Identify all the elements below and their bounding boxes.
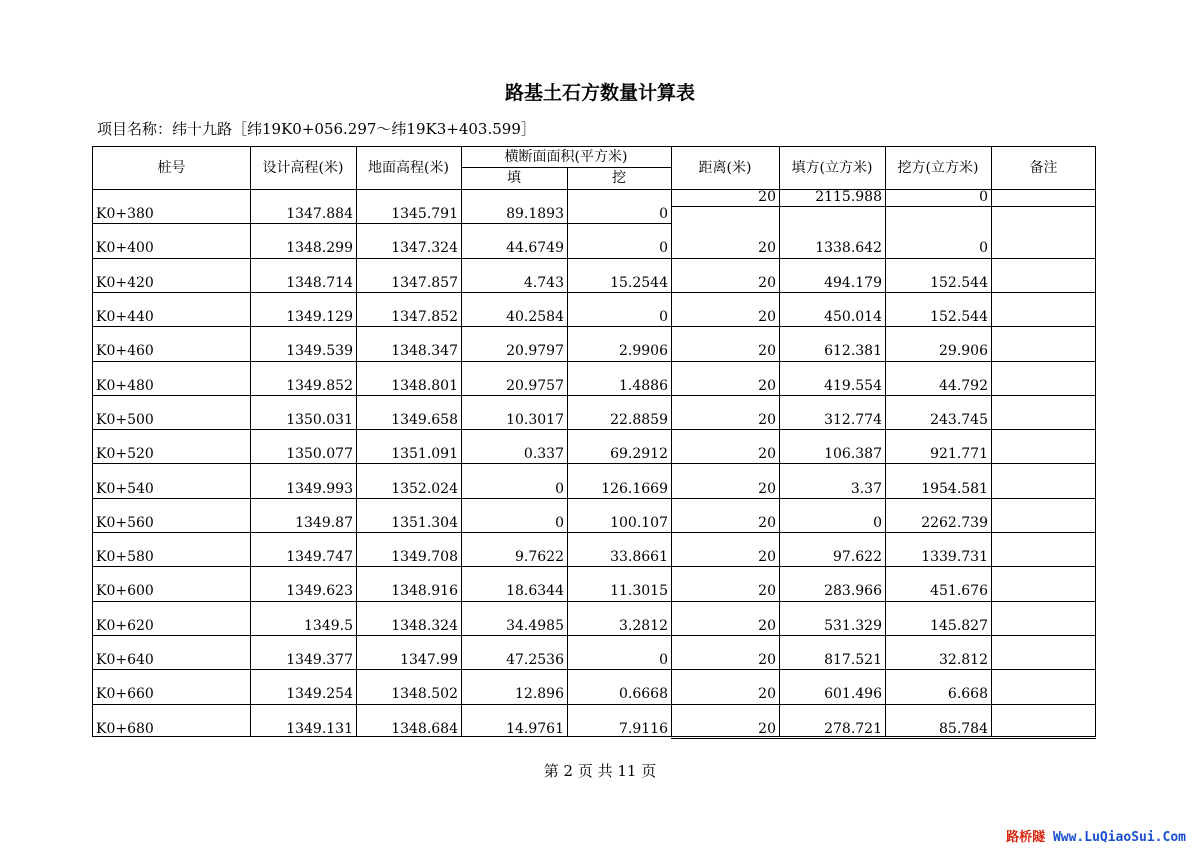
header-ground-elevation: 地面高程(米) — [368, 160, 449, 176]
station-cell: K0+680 — [96, 720, 154, 737]
cut-area-cell: 0 — [659, 309, 668, 326]
cut-volume-cell: 29.906 — [939, 343, 988, 360]
fill-volume-cell: 0 — [873, 514, 882, 531]
segment-row-line — [671, 429, 1096, 430]
ground-elevation-cell: 1347.99 — [400, 652, 458, 669]
design-elevation-cell: 1349.377 — [286, 652, 353, 669]
segment-row-line — [671, 669, 1096, 670]
distance-cell: 20 — [758, 309, 776, 326]
watermark-url: Www.LuQiaoSui.Com — [1052, 830, 1186, 845]
station-cell: K0+420 — [96, 274, 154, 291]
design-elevation-cell: 1350.077 — [286, 446, 353, 463]
header-subline — [461, 167, 671, 168]
fill-area-cell: 0 — [555, 514, 564, 531]
cut-area-cell: 0.6668 — [619, 686, 668, 703]
segment-row-line — [671, 206, 1096, 207]
design-elevation-cell: 1349.852 — [286, 377, 353, 394]
fill-volume-cell: 278.721 — [824, 720, 882, 737]
cut-volume-cell: 85.784 — [939, 720, 988, 737]
column-line — [250, 147, 251, 737]
cut-area-cell: 0 — [659, 240, 668, 257]
fill-volume-cell: 450.014 — [824, 309, 882, 326]
header-design-elevation: 设计高程(米) — [262, 160, 344, 176]
station-cell: K0+400 — [96, 240, 154, 257]
cut-volume-cell: 145.827 — [930, 617, 988, 634]
ground-elevation-cell: 1348.684 — [391, 720, 458, 737]
cut-area-cell: 0 — [659, 206, 668, 223]
station-cell: K0+380 — [96, 206, 154, 223]
fill-volume-cell: 3.37 — [850, 480, 882, 497]
header-cross-section-area: 横断面面积(平方米) — [504, 149, 628, 165]
station-cell: K0+440 — [96, 309, 154, 326]
station-row-line — [93, 463, 671, 464]
design-elevation-cell: 1347.884 — [286, 206, 353, 223]
fill-area-cell: 18.6344 — [506, 583, 564, 600]
segment-row-line — [671, 738, 1096, 739]
site-watermark — [1006, 826, 1186, 845]
header-cut-volume: 挖方(立方米) — [897, 160, 979, 176]
fill-area-cell: 89.1893 — [506, 206, 564, 223]
cut-volume-cell: 6.668 — [947, 686, 988, 703]
station-row-line — [93, 601, 671, 602]
fill-area-cell: 4.743 — [523, 274, 564, 291]
header-fill-volume: 填方(立方米) — [791, 160, 873, 176]
ground-elevation-cell: 1349.658 — [391, 411, 458, 428]
ground-elevation-cell: 1348.801 — [391, 377, 458, 394]
earthwork-table — [92, 146, 1096, 737]
segment-row-line — [671, 498, 1096, 499]
station-cell: K0+560 — [96, 514, 154, 531]
fill-area-cell: 14.9761 — [506, 720, 564, 737]
ground-elevation-cell: 1348.916 — [391, 583, 458, 600]
distance-cell: 20 — [758, 189, 776, 205]
station-row-line — [93, 258, 671, 259]
station-cell: K0+520 — [96, 446, 154, 463]
project-name-line: 项目名称：纬十九路［纬19K0+056.297～纬19K3+403.599］ — [97, 120, 536, 138]
station-row-line — [93, 326, 671, 327]
cut-volume-cell: 32.812 — [939, 652, 988, 669]
ground-elevation-cell: 1349.708 — [391, 549, 458, 566]
segment-row-line — [671, 292, 1096, 293]
cut-area-cell: 15.2544 — [610, 274, 668, 291]
fill-volume-cell: 97.622 — [833, 549, 882, 566]
fill-area-cell: 0 — [555, 480, 564, 497]
fill-volume-cell: 612.381 — [824, 343, 882, 360]
distance-cell: 20 — [758, 583, 776, 600]
fill-volume-cell: 419.554 — [824, 377, 882, 394]
cut-area-cell: 100.107 — [610, 514, 668, 531]
station-cell: K0+580 — [96, 549, 154, 566]
fill-volume-cell: 1338.642 — [815, 240, 882, 257]
station-row-line — [93, 704, 671, 705]
watermark-chinese: 路桥隧 — [1006, 830, 1046, 845]
fill-area-cell: 12.896 — [515, 686, 564, 703]
distance-cell: 20 — [758, 652, 776, 669]
page-number: 第 2 页 共 11 页 — [543, 762, 657, 780]
cut-area-cell: 22.8859 — [610, 411, 668, 428]
column-line — [779, 147, 780, 737]
ground-elevation-cell: 1347.324 — [391, 240, 458, 257]
ground-elevation-cell: 1348.324 — [391, 617, 458, 634]
header-area-cut: 挖 — [612, 170, 626, 186]
fill-volume-cell: 283.966 — [824, 583, 882, 600]
design-elevation-cell: 1348.714 — [286, 274, 353, 291]
station-row-line — [93, 429, 671, 430]
distance-cell: 20 — [758, 343, 776, 360]
cut-area-cell: 126.1669 — [601, 480, 668, 497]
distance-cell: 20 — [758, 617, 776, 634]
ground-elevation-cell: 1347.852 — [391, 309, 458, 326]
station-cell: K0+660 — [96, 686, 154, 703]
cut-area-cell: 0 — [659, 652, 668, 669]
fill-volume-cell: 601.496 — [824, 686, 882, 703]
segment-row-line — [671, 361, 1096, 362]
station-row-line — [93, 395, 671, 396]
ground-elevation-cell: 1347.857 — [391, 274, 458, 291]
column-line — [885, 147, 886, 737]
ground-elevation-cell: 1351.091 — [391, 446, 458, 463]
distance-cell: 20 — [758, 274, 776, 291]
distance-cell: 20 — [758, 480, 776, 497]
ground-elevation-cell: 1345.791 — [391, 206, 458, 223]
header-distance: 距离(米) — [698, 160, 752, 176]
segment-row-line — [671, 395, 1096, 396]
ground-elevation-cell: 1348.347 — [391, 343, 458, 360]
cut-volume-cell: 152.544 — [930, 274, 988, 291]
segment-row-line — [671, 532, 1096, 533]
fill-volume-cell: 2115.988 — [815, 189, 882, 205]
fill-area-cell: 40.2584 — [506, 309, 564, 326]
cut-area-cell: 1.4886 — [619, 377, 668, 394]
segment-row-line — [671, 635, 1096, 636]
station-row-line — [93, 566, 671, 567]
distance-cell: 20 — [758, 411, 776, 428]
fill-area-cell: 44.6749 — [506, 240, 564, 257]
design-elevation-cell: 1348.299 — [286, 240, 353, 257]
fill-area-cell: 20.9797 — [506, 343, 564, 360]
distance-cell: 20 — [758, 240, 776, 257]
fill-area-cell: 47.2536 — [506, 652, 564, 669]
design-elevation-cell: 1349.254 — [286, 686, 353, 703]
ground-elevation-cell: 1352.024 — [391, 480, 458, 497]
station-cell: K0+620 — [96, 617, 154, 634]
cut-volume-cell: 152.544 — [930, 309, 988, 326]
station-row-line — [93, 223, 671, 224]
segment-row-line — [671, 601, 1096, 602]
fill-area-cell: 9.7622 — [515, 549, 564, 566]
station-row-line — [93, 292, 671, 293]
distance-cell: 20 — [758, 446, 776, 463]
fill-volume-cell: 312.774 — [824, 411, 882, 428]
column-line — [356, 147, 357, 737]
fill-area-cell: 0.337 — [523, 446, 564, 463]
cut-area-cell: 2.9906 — [619, 343, 668, 360]
station-cell: K0+600 — [96, 583, 154, 600]
cut-area-cell: 69.2912 — [610, 446, 668, 463]
cut-volume-cell: 243.745 — [930, 411, 988, 428]
cut-area-cell: 11.3015 — [610, 583, 668, 600]
design-elevation-cell: 1349.129 — [286, 309, 353, 326]
column-line — [991, 147, 992, 737]
station-cell: K0+640 — [96, 652, 154, 669]
design-elevation-cell: 1349.87 — [295, 514, 353, 531]
cut-volume-cell: 1954.581 — [921, 480, 988, 497]
design-elevation-cell: 1349.993 — [286, 480, 353, 497]
cut-volume-cell: 0 — [979, 240, 988, 257]
cut-volume-cell: 451.676 — [930, 583, 988, 600]
distance-cell: 20 — [758, 549, 776, 566]
design-elevation-cell: 1349.5 — [304, 617, 353, 634]
segment-row-line — [671, 566, 1096, 567]
station-row-line — [93, 635, 671, 636]
design-elevation-cell: 1349.623 — [286, 583, 353, 600]
station-cell: K0+480 — [96, 377, 154, 394]
cut-volume-cell: 44.792 — [939, 377, 988, 394]
fill-volume-cell: 817.521 — [824, 652, 882, 669]
distance-cell: 20 — [758, 686, 776, 703]
design-elevation-cell: 1350.031 — [286, 411, 353, 428]
cut-volume-cell: 1339.731 — [921, 549, 988, 566]
fill-area-cell: 10.3017 — [506, 411, 564, 428]
column-line — [671, 147, 672, 737]
segment-row-line — [671, 463, 1096, 464]
header-station: 桩号 — [157, 160, 186, 176]
segment-row-line — [671, 326, 1096, 327]
cut-area-cell: 33.8661 — [610, 549, 668, 566]
fill-area-cell: 34.4985 — [506, 617, 564, 634]
segment-row-line — [671, 258, 1096, 259]
station-row-line — [93, 669, 671, 670]
fill-volume-cell: 494.179 — [824, 274, 882, 291]
segment-row-line — [671, 704, 1096, 705]
distance-cell: 20 — [758, 377, 776, 394]
station-row-line — [93, 498, 671, 499]
table-title: 路基土石方数量计算表 — [504, 82, 695, 104]
cut-area-cell: 3.2812 — [619, 617, 668, 634]
distance-cell: 20 — [758, 720, 776, 737]
cut-area-cell: 7.9116 — [619, 720, 668, 737]
station-cell: K0+500 — [96, 411, 154, 428]
header-area-fill: 填 — [507, 170, 521, 186]
cut-volume-cell: 2262.739 — [921, 514, 988, 531]
distance-cell: 20 — [758, 514, 776, 531]
design-elevation-cell: 1349.131 — [286, 720, 353, 737]
station-row-line — [93, 361, 671, 362]
ground-elevation-cell: 1351.304 — [391, 514, 458, 531]
fill-volume-cell: 531.329 — [824, 617, 882, 634]
station-cell: K0+540 — [96, 480, 154, 497]
design-elevation-cell: 1349.747 — [286, 549, 353, 566]
column-line — [461, 147, 462, 737]
station-row-line — [93, 532, 671, 533]
fill-area-cell: 20.9757 — [506, 377, 564, 394]
fill-volume-cell: 106.387 — [824, 446, 882, 463]
cut-volume-cell: 0 — [979, 189, 988, 205]
design-elevation-cell: 1349.539 — [286, 343, 353, 360]
cut-volume-cell: 921.771 — [930, 446, 988, 463]
header-remark: 备注 — [1029, 160, 1058, 176]
station-cell: K0+460 — [96, 343, 154, 360]
ground-elevation-cell: 1348.502 — [391, 686, 458, 703]
